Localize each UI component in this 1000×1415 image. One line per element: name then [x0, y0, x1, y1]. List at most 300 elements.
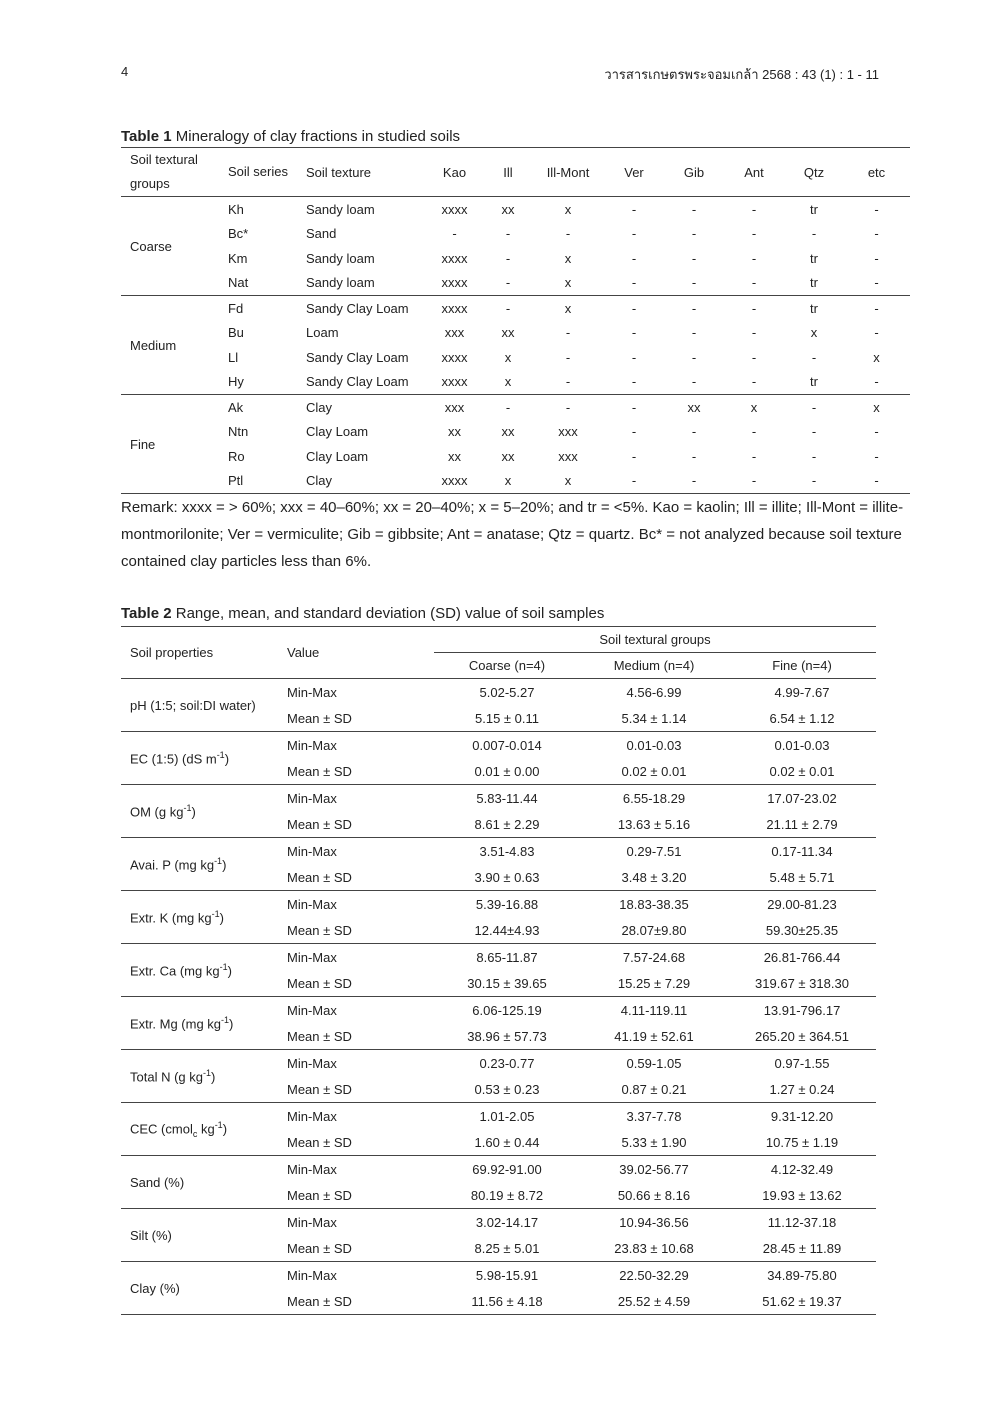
t1-cell: x	[873, 399, 880, 415]
t1-col-ill-mont: Ill-Mont	[533, 148, 603, 197]
t2-property-tail: )	[219, 910, 224, 926]
t1-cell: -	[751, 424, 757, 440]
t1-cell: xxxx	[441, 300, 468, 316]
t1-cell: -	[565, 325, 571, 341]
t2-cell: 26.81-766.44	[763, 949, 841, 965]
t1-cell: xxxx	[426, 271, 483, 296]
t1-texture: Clay Loam	[306, 448, 369, 464]
t1-cell: -	[751, 448, 757, 464]
t1-cell: -	[751, 226, 757, 242]
t1-row	[121, 246, 910, 271]
t1-cell: -	[874, 201, 879, 217]
t2-value-label: Mean ± SD	[278, 970, 434, 997]
t2-value-label: Min-Max	[287, 1002, 337, 1018]
t2-property-label: Avai. P (mg kg	[130, 857, 215, 873]
t2-cell: 10.94-36.56	[619, 1214, 689, 1230]
t1-col-kao: Kao	[426, 148, 483, 197]
t1-cell: -	[691, 448, 697, 464]
t2-property-tail: )	[229, 1016, 234, 1032]
t1-col-ver: Ver	[603, 148, 665, 197]
t1-cell: xxx	[444, 325, 465, 341]
table1	[121, 147, 910, 494]
t1-series: Ntn	[228, 424, 249, 440]
t2-cell: 22.50-32.29	[619, 1267, 689, 1283]
t1-cell: -	[565, 399, 571, 415]
t1-cell: xxxx	[441, 250, 468, 266]
t2-cell: 25.52 ± 4.59	[580, 1288, 728, 1315]
t2-cell: 5.48 ± 5.71	[728, 864, 876, 891]
t2-value-label: Mean ± SD	[278, 1288, 434, 1315]
t2-cell: 11.12-37.18	[767, 1214, 837, 1230]
t2-property-sup: -1	[216, 749, 225, 760]
t2-row-minmax	[121, 997, 876, 1024]
t2-property-label: Total N (g kg	[130, 1069, 203, 1085]
t2-property-label: pH (1:5; soil:DI water)	[130, 697, 256, 713]
t1-cell: x	[750, 399, 758, 415]
t2-cell: 59.30±25.35	[728, 917, 876, 944]
t1-row	[121, 395, 910, 420]
t1-series: Ak	[228, 399, 244, 415]
table1-caption	[121, 128, 460, 145]
t2-value-label: Mean ± SD	[278, 705, 434, 732]
t2-cell: 4.12-32.49	[770, 1161, 834, 1177]
t1-series: Hy	[228, 370, 306, 395]
t2-property-sup: -1	[183, 802, 192, 813]
t2-property-sup: -1	[214, 1119, 223, 1130]
t1-cell: -	[811, 349, 817, 365]
t2-value-label: Min-Max	[287, 737, 337, 753]
t1-row	[121, 469, 910, 494]
t2-cell: 39.02-56.77	[619, 1161, 689, 1177]
t1-cell: xxxx	[426, 469, 483, 494]
t1-row	[121, 420, 910, 445]
t2-col-property: Soil properties	[121, 627, 278, 679]
t2-property-name	[121, 785, 278, 838]
t2-cell: 69.92-91.00	[472, 1161, 542, 1177]
t2-property-name	[121, 679, 278, 732]
t1-cell: x	[504, 349, 512, 365]
table2-caption-text: Range, mean, and standard deviation (SD) value of soil samples	[175, 605, 605, 622]
t1-cell: -	[505, 300, 511, 316]
t2-cell: 6.55-18.29	[622, 790, 686, 806]
t1-row	[121, 197, 910, 222]
t2-property-name	[121, 732, 278, 785]
t2-cell: 0.01 ± 0.00	[434, 758, 580, 785]
t1-cell: -	[785, 469, 843, 494]
t1-cell: -	[631, 349, 637, 365]
t1-row	[121, 444, 910, 469]
t2-row-minmax	[121, 1262, 876, 1289]
t2-cell: 3.02-14.17	[475, 1214, 539, 1230]
t2-cell: 38.96 ± 57.73	[434, 1023, 580, 1050]
t2-property-label2: kg	[197, 1120, 215, 1136]
t2-row-minmax	[121, 1209, 876, 1236]
t2-property-name	[121, 997, 278, 1050]
t1-series: Ro	[228, 448, 245, 464]
t2-property-label: Extr. K (mg kg	[130, 910, 212, 926]
t1-cell: -	[723, 271, 785, 296]
t2-property-tail: )	[191, 804, 196, 820]
t1-cell: -	[631, 201, 637, 217]
t1-cell: tr	[785, 271, 843, 296]
t1-texture: Sandy loam	[306, 201, 375, 217]
t1-cell: xxxx	[441, 349, 468, 365]
t2-row-minmax	[121, 944, 876, 971]
t1-series: Bc*	[228, 226, 249, 242]
t1-group-name: Coarse	[121, 197, 228, 296]
t2-value-label: Mean ± SD	[278, 758, 434, 785]
t1-col-ill: Ill	[483, 148, 533, 197]
t1-cell: xx	[501, 424, 515, 440]
t2-cell: 10.75 ± 1.19	[728, 1129, 876, 1156]
table2-label: Table 2	[121, 605, 172, 622]
t1-series: Kh	[228, 201, 244, 217]
t1-cell: -	[603, 469, 665, 494]
t2-cell: 11.56 ± 4.18	[434, 1288, 580, 1315]
t2-cell: 5.83-11.44	[476, 790, 538, 806]
t2-value-label: Mean ± SD	[278, 864, 434, 891]
t1-cell: -	[483, 271, 533, 296]
t1-cell: -	[811, 448, 817, 464]
t2-row-minmax	[121, 732, 876, 759]
t2-value-label: Min-Max	[287, 1214, 337, 1230]
t1-cell: -	[631, 226, 637, 242]
t2-property-sup: -1	[221, 1014, 230, 1025]
t2-cell: 3.48 ± 3.20	[580, 864, 728, 891]
t2-property-label: CEC (cmol	[130, 1120, 193, 1136]
t1-col-qtz: Qtz	[785, 148, 843, 197]
t1-cell: xxxx	[426, 370, 483, 395]
t2-cell: 3.51-4.83	[479, 843, 535, 859]
t1-series: Ll	[228, 349, 239, 365]
t1-cell: -	[691, 201, 697, 217]
t1-cell: -	[874, 325, 879, 341]
t2-cell: 80.19 ± 8.72	[434, 1182, 580, 1209]
t2-cell: 4.11-119.11	[620, 1002, 688, 1018]
t2-cell: 8.61 ± 2.29	[434, 811, 580, 838]
t2-property-label: Silt (%)	[130, 1227, 172, 1243]
t1-col-gib: Gib	[665, 148, 723, 197]
t1-cell: -	[665, 469, 723, 494]
t1-cell: x	[533, 469, 603, 494]
t2-value-label: Mean ± SD	[278, 1023, 434, 1050]
t2-property-name	[121, 1209, 278, 1262]
t1-cell: -	[811, 399, 817, 415]
t2-value-label: Mean ± SD	[278, 811, 434, 838]
t2-cell: 30.15 ± 39.65	[434, 970, 580, 997]
t2-cell: 0.007-0.014	[472, 737, 542, 753]
t1-cell: -	[603, 370, 665, 395]
t1-cell: -	[565, 226, 571, 242]
t2-cell: 0.29-7.51	[626, 843, 682, 859]
t2-row-minmax	[121, 679, 876, 706]
t1-col-etc: etc	[843, 148, 910, 197]
t2-cell: 41.19 ± 52.61	[580, 1023, 728, 1050]
t1-cell: -	[691, 300, 697, 316]
t1-cell: tr	[785, 370, 843, 395]
t1-series: Nat	[228, 271, 306, 296]
t1-cell: -	[665, 271, 723, 296]
t1-cell: -	[691, 226, 697, 242]
t2-value-label: Mean ± SD	[278, 1235, 434, 1262]
t1-cell: xxxx	[441, 201, 468, 217]
t2-property-label: OM (g kg	[130, 804, 184, 820]
t1-cell: -	[843, 271, 910, 296]
t2-col-medium: Medium (n=4)	[580, 653, 728, 679]
t2-property-name	[121, 838, 278, 891]
t1-texture: Clay	[306, 469, 426, 494]
t2-cell: 23.83 ± 10.68	[580, 1235, 728, 1262]
journal-header: วารสารเกษตรพระจอมเกล้า 2568 : 43 (1) : 1 - 11	[604, 67, 879, 82]
t1-cell: -	[811, 226, 817, 242]
t1-cell: xx	[501, 325, 515, 341]
t2-value-label: Mean ± SD	[278, 1182, 434, 1209]
t1-texture: Sandy loam	[306, 271, 426, 296]
t1-cell: xxx	[558, 424, 578, 440]
t2-value-label: Min-Max	[287, 1267, 337, 1283]
t1-row	[121, 296, 910, 321]
t1-cell: -	[603, 271, 665, 296]
t2-value-label: Mean ± SD	[278, 1129, 434, 1156]
t1-group-name: Medium	[121, 296, 228, 395]
t1-cell: -	[631, 448, 637, 464]
t1-cell: -	[505, 250, 511, 266]
t2-cell: 0.17-11.34	[771, 843, 833, 859]
t1-cell: -	[452, 226, 457, 242]
t2-row-minmax	[121, 1050, 876, 1077]
t1-col-series: Soil series	[228, 148, 306, 197]
t1-row	[121, 222, 910, 247]
t2-row-minmax	[121, 1103, 876, 1130]
t1-cell: -	[691, 424, 697, 440]
t2-cell: 7.57-24.68	[622, 949, 686, 965]
t2-cell: 28.45 ± 11.89	[728, 1235, 876, 1262]
t2-cell: 0.01-0.03	[774, 737, 830, 753]
t1-cell: -	[874, 300, 879, 316]
t1-cell: -	[533, 370, 603, 395]
t1-texture: Sandy loam	[306, 250, 375, 266]
t1-cell: -	[565, 349, 571, 365]
table1-caption-text: Mineralogy of clay fractions in studied soils	[175, 128, 461, 145]
t1-col-texture: Soil texture	[306, 148, 426, 197]
t1-cell: xx	[501, 448, 515, 464]
t2-cell: 29.00-81.23	[767, 896, 837, 912]
t2-property-label: EC (1:5) (dS m	[130, 751, 217, 767]
t2-cell: 13.91-796.17	[763, 1002, 841, 1018]
t2-value-label: Mean ± SD	[278, 1076, 434, 1103]
t2-value-label: Min-Max	[287, 1108, 337, 1124]
t2-cell: 9.31-12.20	[770, 1108, 834, 1124]
t1-cell: xx	[687, 399, 701, 415]
t2-property-tail: )	[222, 857, 227, 873]
t1-texture: Sandy Clay Loam	[306, 300, 409, 316]
t2-row-minmax	[121, 785, 876, 812]
t2-property-name	[121, 891, 278, 944]
t1-cell: tr	[810, 300, 818, 316]
t1-cell: -	[751, 201, 757, 217]
t1-col-groups: Soil textural groups	[121, 148, 228, 197]
t2-cell: 5.39-16.88	[475, 896, 539, 912]
t2-value-label: Min-Max	[287, 684, 337, 700]
t2-cell: 265.20 ± 364.51	[728, 1023, 876, 1050]
t2-value-label: Min-Max	[287, 1055, 337, 1071]
t2-cell: 5.15 ± 0.11	[434, 705, 580, 732]
t2-col-fine: Fine (n=4)	[728, 653, 876, 679]
t2-cell: 0.59-1.05	[626, 1055, 682, 1071]
page-number: 4	[121, 64, 129, 79]
t2-property-name	[121, 944, 278, 997]
t2-row-minmax	[121, 1156, 876, 1183]
t2-value-label: Mean ± SD	[278, 917, 434, 944]
t1-cell: x	[483, 370, 533, 395]
t2-cell: 0.53 ± 0.23	[434, 1076, 580, 1103]
t1-cell: -	[751, 349, 757, 365]
t2-cell: 1.27 ± 0.24	[728, 1076, 876, 1103]
t2-cell: 0.02 ± 0.01	[728, 758, 876, 785]
t1-cell: x	[564, 201, 572, 217]
t1-texture: Sandy Clay Loam	[306, 349, 409, 365]
t1-cell: -	[505, 399, 511, 415]
table2	[121, 626, 876, 1315]
t2-cell: 5.34 ± 1.14	[580, 705, 728, 732]
t1-cell: tr	[810, 201, 818, 217]
t2-cell: 5.33 ± 1.90	[580, 1129, 728, 1156]
t1-cell: -	[631, 325, 637, 341]
t1-texture: Sand	[306, 226, 337, 242]
t1-cell: -	[665, 370, 723, 395]
t2-cell: 319.67 ± 318.30	[728, 970, 876, 997]
t2-property-name	[121, 1050, 278, 1103]
t1-cell: -	[631, 300, 637, 316]
t2-cell: 12.44±4.93	[434, 917, 580, 944]
t2-property-tail: )	[222, 1120, 228, 1136]
t2-cell: 50.66 ± 8.16	[580, 1182, 728, 1209]
t2-value-label: Min-Max	[287, 949, 337, 965]
t1-cell: -	[874, 250, 879, 266]
t2-cell: 28.07±9.80	[580, 917, 728, 944]
t1-cell: -	[691, 349, 697, 365]
t1-cell: -	[874, 424, 879, 440]
t2-property-tail: )	[224, 751, 230, 767]
t2-cell: 8.65-11.87	[476, 949, 538, 965]
t2-cell: 19.93 ± 13.62	[728, 1182, 876, 1209]
t2-property-label: Sand (%)	[130, 1174, 185, 1190]
t2-cell: 15.25 ± 7.29	[580, 970, 728, 997]
t1-texture: Clay	[306, 399, 333, 415]
t1-row	[121, 345, 910, 370]
t1-cell: -	[811, 424, 817, 440]
t2-cell: 6.54 ± 1.12	[728, 705, 876, 732]
t1-cell: -	[505, 226, 511, 242]
t1-texture: Clay Loam	[306, 424, 369, 440]
t1-cell: -	[691, 325, 697, 341]
t2-cell: 0.02 ± 0.01	[580, 758, 728, 785]
t2-cell: 0.01-0.03	[626, 737, 682, 753]
t2-row-minmax	[121, 891, 876, 918]
t1-cell: -	[751, 250, 757, 266]
t2-cell: 3.37-7.78	[626, 1108, 682, 1124]
t2-cell: 0.87 ± 0.21	[580, 1076, 728, 1103]
t2-property-name	[121, 1103, 278, 1156]
t1-cell: -	[631, 424, 637, 440]
t2-value-label: Min-Max	[287, 843, 337, 859]
t2-cell: 21.11 ± 2.79	[728, 811, 876, 838]
t1-cell: x	[533, 271, 603, 296]
t2-cell: 8.25 ± 5.01	[434, 1235, 580, 1262]
t2-property-sup: -1	[214, 855, 223, 866]
t1-cell: -	[631, 399, 637, 415]
t2-cell: 5.98-15.91	[475, 1267, 539, 1283]
t1-row	[121, 271, 910, 296]
t2-cell: 0.23-0.77	[479, 1055, 535, 1071]
t2-cell: 4.56-6.99	[626, 684, 682, 700]
t2-cell: 51.62 ± 19.37	[728, 1288, 876, 1315]
t2-property-sup: -1	[219, 961, 228, 972]
t1-group-name: Fine	[121, 395, 228, 494]
t1-cell: xxx	[444, 399, 465, 415]
t1-cell: xx	[448, 424, 461, 440]
t1-cell: x	[564, 250, 572, 266]
t2-col-value: Value	[278, 627, 434, 679]
t1-cell: -	[723, 370, 785, 395]
t2-cell: 0.97-1.55	[774, 1055, 830, 1071]
t2-property-name	[121, 1262, 278, 1315]
table2-caption	[121, 605, 604, 622]
t2-cell: 4.99-7.67	[774, 684, 830, 700]
t1-cell: -	[631, 250, 637, 266]
t2-cell: 17.07-23.02	[767, 790, 837, 806]
t2-property-label: Extr. Mg (mg kg	[130, 1016, 222, 1032]
t1-cell: x	[564, 300, 572, 316]
t2-property-label: Extr. Ca (mg kg	[130, 963, 220, 979]
t2-cell: 13.63 ± 5.16	[580, 811, 728, 838]
t1-cell: -	[751, 300, 757, 316]
t1-series: Km	[228, 250, 248, 266]
t1-row	[121, 321, 910, 346]
t1-texture: Loam	[306, 325, 339, 341]
t2-property-sup: -1	[202, 1067, 211, 1078]
t2-property-name	[121, 1156, 278, 1209]
t2-property-tail: )	[227, 963, 232, 979]
t1-cell: x	[483, 469, 533, 494]
t1-series: Ptl	[228, 469, 306, 494]
t2-col-coarse: Coarse (n=4)	[434, 653, 580, 679]
t1-cell: x	[810, 325, 818, 341]
table1-remark: Remark: xxxx = > 60%; xxx = 40–60%; xx = 20–40%; x = 5–20%; and tr = <5%. Kao = kaolin; Ill = illite; Ill-Mont = illite-montmorilonite; Ver = vermiculite; Gib = gibbsite; Ant = anatase; Qtz = quartz. Bc* = not analyzed because soil texture contained clay particles less than 6%.	[121, 499, 904, 570]
t2-cell: 1.60 ± 0.44	[434, 1129, 580, 1156]
t1-cell: xxx	[558, 448, 578, 464]
t1-row	[121, 370, 910, 395]
t1-cell: -	[723, 469, 785, 494]
t2-property-label: Clay (%)	[130, 1280, 180, 1296]
t1-texture: Sandy Clay Loam	[306, 370, 426, 395]
t2-cell: 18.83-38.35	[619, 896, 689, 912]
t1-cell: tr	[810, 250, 818, 266]
t2-property-sub: c	[192, 1128, 198, 1139]
t1-cell: -	[843, 469, 910, 494]
t2-property-tail: )	[211, 1069, 216, 1085]
t1-cell: -	[843, 370, 910, 395]
t2-cell: 6.06-125.19	[472, 1002, 542, 1018]
t1-cell: -	[751, 325, 757, 341]
t1-col-ant: Ant	[723, 148, 785, 197]
table1-label: Table 1	[121, 128, 172, 145]
t1-series: Fd	[228, 300, 244, 316]
t1-series: Bu	[228, 325, 244, 341]
t2-property-sup: -1	[211, 908, 220, 919]
t2-row-minmax	[121, 838, 876, 865]
t1-cell: xx	[448, 448, 461, 464]
